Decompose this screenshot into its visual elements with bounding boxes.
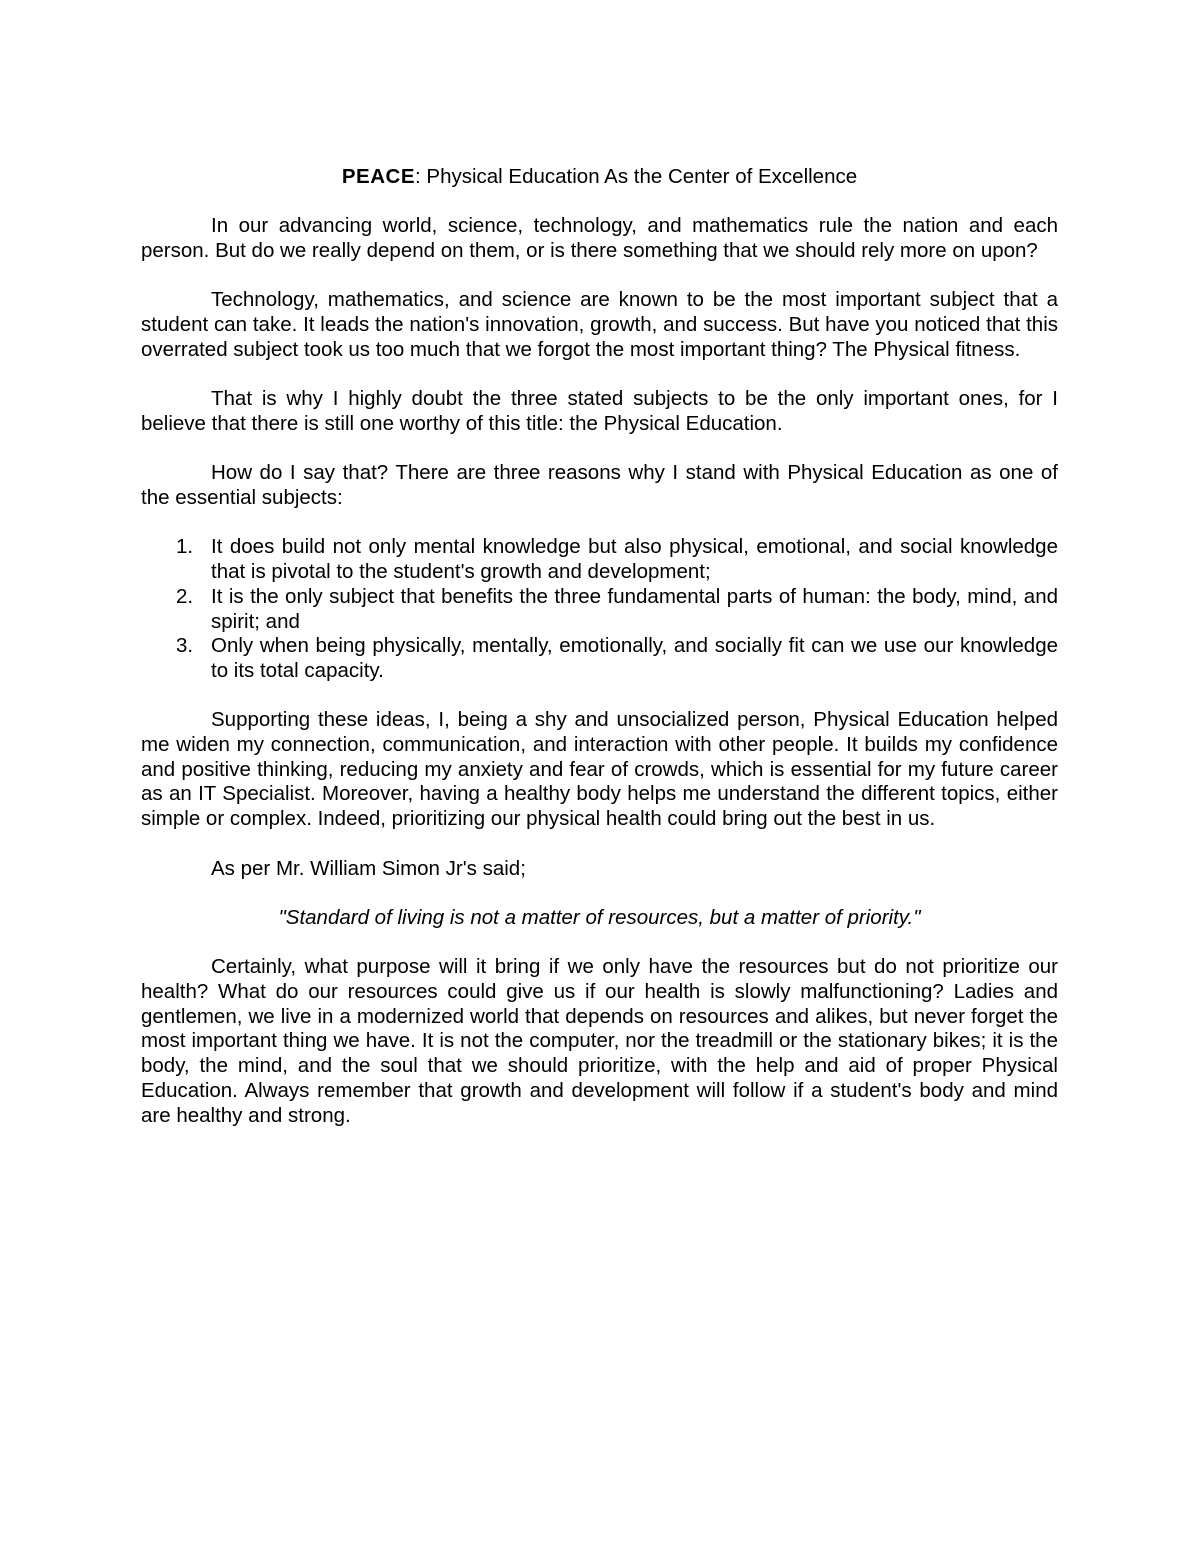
document-page — [141, 165, 1058, 1153]
list-item-text: It does build not only mental knowledge but also physical, emotional, and social knowledge that is pivotal to the student's growth and development; — [211, 535, 1058, 584]
paragraph-intro: In our advancing world, science, technology, and mathematics rule the nation and each person. But do we really depend on them, or is there something that we should rely more on upon? — [141, 214, 1058, 263]
paragraph-reasons-intro: How do I say that? There are three reasons why I stand with Physical Education as one of the essential subjects: — [141, 461, 1058, 510]
list-item — [141, 585, 1058, 634]
document-title — [141, 165, 1058, 190]
list-item-number: 3. — [176, 634, 194, 658]
list-item — [141, 634, 1058, 683]
list-item-number: 1. — [176, 535, 194, 559]
paragraph-technology: Technology, mathematics, and science are known to be the most important subject that a student can take. It leads the nation's innovation, growth, and success. But have you noticed that this overrated subject took us too much that we forgot the most important thing? The Physical fitness. — [141, 288, 1058, 361]
title-acronym: PEACE — [341, 165, 415, 188]
paragraph-conclusion: Certainly, what purpose will it bring if we only have the resources but do not prioritize our health? What do our resources could give us if our health is slowly malfunctioning? Ladies and gentlemen, we live in a modernized world that depends on resources and alikes, but never forget the most important thing we have. It is not the computer, nor the treadmill or the stationary bikes; it is the body, the mind, and the soul that we should prioritize, with the help and aid of proper Physical Education. Always remember that growth and development will follow if a student's body and mind are healthy and strong. — [141, 955, 1058, 1127]
list-item-text: Only when being physically, mentally, emotionally, and socially fit can we use our knowledge to its total capacity. — [211, 634, 1058, 682]
list-item — [141, 535, 1058, 584]
quote: "Standard of living is not a matter of resources, but a matter of priority." — [278, 905, 921, 929]
title-rest: : Physical Education As the Center of Excellence — [415, 165, 858, 188]
paragraph-support: Supporting these ideas, I, being a shy and unsocialized person, Physical Education helped me widen my connection, communication, and interaction with other people. It builds my confidence and positive thinking, reducing my anxiety and fear of crowds, which is essential for my future career as an IT Specialist. Moreover, having a healthy body helps me understand the different topics, either simple or complex. Indeed, prioritizing our physical health could bring out the best in us. — [141, 708, 1058, 831]
paragraph-as-per: As per Mr. William Simon Jr's said; — [211, 856, 526, 880]
reasons-list — [141, 535, 1058, 683]
list-item-number: 2. — [176, 584, 194, 608]
list-item-text: It is the only subject that benefits the three fundamental parts of human: the body, mind, and spirit; and — [211, 584, 1058, 633]
paragraph-doubt: That is why I highly doubt the three stated subjects to be the only important ones, for I believe that there is still one worthy of this title: the Physical Education. — [141, 387, 1058, 435]
